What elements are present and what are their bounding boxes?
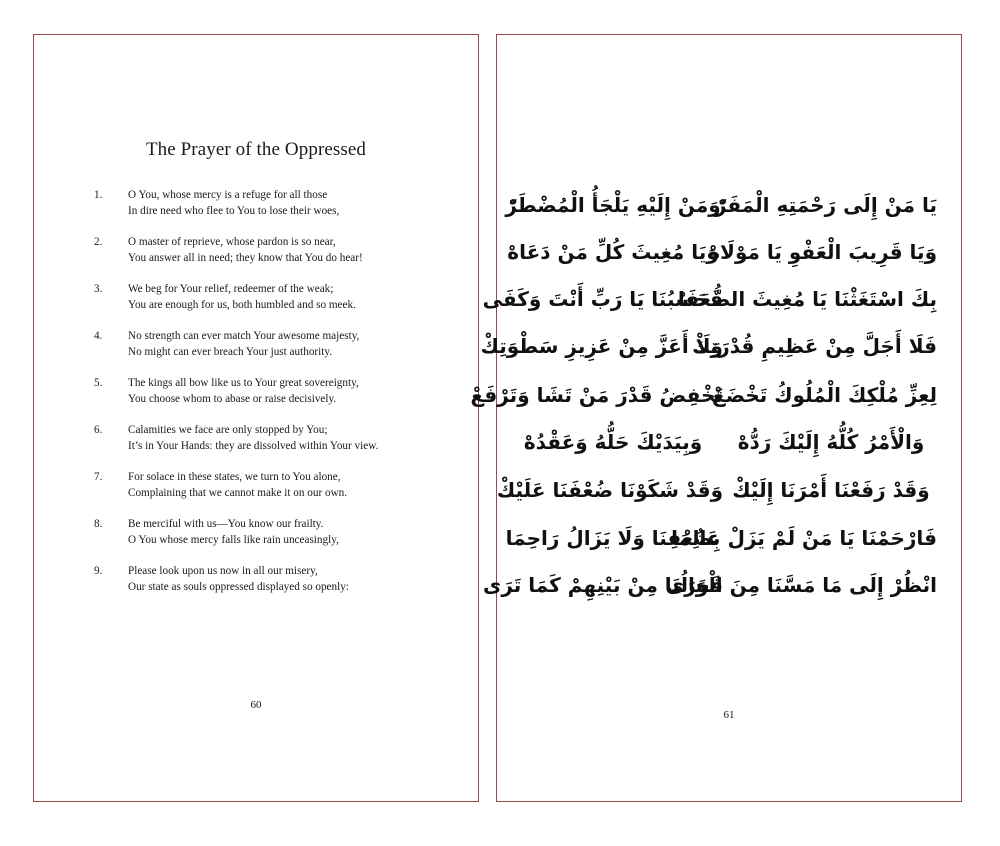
arabic-hemistich-second: وَقَدْ شَكَوْنَا ضُعْفَنَا عَلَيْكْ [496,478,723,502]
right-page [470,34,962,802]
arabic-hemistich-first: بِكَ اسْتَغَثْنَا يَا مُغِيثَ الضُّعَفَا [677,287,937,311]
verse-line: Complaining that we cannot make it on our own. [128,487,348,499]
verse-number: 7. [94,471,103,483]
arabic-verse-1 [497,185,961,229]
verse-2 [94,234,468,266]
verse-number: 2. [94,236,103,248]
verse-7 [94,469,468,501]
verse-line: We beg for Your relief, redeemer of the weak; [128,283,334,295]
verse-line: For solace in these states, we turn to You alone, [128,471,341,483]
arabic-verse-2 [497,232,961,276]
verse-line: You answer all in need; they know that You do hear! [128,252,363,264]
verse-line: O master of reprieve, whose pardon is so near, [128,236,336,248]
arabic-hemistich-first: فَارْحَمْنَا يَا مَنْ لَمْ يَزَلْ عَالِمَا [671,526,937,550]
arabic-hemistich-second: تَخْفِضُ قَدْرَ مَنْ تَشَا وَتَرْفَعْ [470,383,723,407]
verse-line: O You whose mercy falls like rain unceasingly, [128,534,339,546]
verse-number: 4. [94,330,103,342]
verse-line: Calamities we face are only stopped by You; [128,424,328,436]
verse-line: It’s in Your Hands: they are dissolved within Your view. [128,440,379,452]
verse-line: In dire need who flee to You to lose their woes, [128,205,340,217]
arabic-hemistich-first: وَقَدْ رَفَعْنَا أَمْرَنَا إِلَيْكْ [732,478,930,502]
arabic-verse-9 [483,565,961,609]
verse-9 [94,563,468,595]
verse-line: Our state as souls oppressed displayed so openly: [128,581,349,593]
verse-number: 6. [94,424,103,436]
arabic-hemistich-first: انْظُرْ إِلَى مَا مَسَّنَا مِنَ الْوَرَى [665,573,937,597]
verse-line: You choose whom to abase or raise decisively. [128,393,337,405]
verse-8 [94,516,468,548]
verse-4 [94,328,468,360]
arabic-hemistich-second: وَبِيَدَيْكَ حَلُّهُ وَعَقْدُهْ [523,430,703,454]
verse-1 [94,187,468,219]
arabic-hemistich-first: وَيَا قَرِيبَ الْعَفْوِ يَا مَوْلَاهْ [708,240,937,264]
arabic-verse-5 [470,375,961,419]
page-number: 61 [723,709,735,721]
verse-6 [94,422,468,454]
verse-number: 8. [94,518,103,530]
arabic-verse-6 [497,422,961,466]
arabic-hemistich-second: وَلَا أَعَزَّ مِنْ عَزِيزِ سَطْوَتِكْ [480,334,723,358]
arabic-hemistich-first: فَلَا أَجَلَّ مِنْ عَظِيمِ قُدْرَتِكْ [692,334,937,358]
arabic-verse-8 [497,518,961,562]
verse-line: The kings all bow like us to Your great sovereignty, [128,377,359,389]
arabic-hemistich-second: بِضُعْفِنَا وَلَا يَزَالُ رَاحِمَا [505,526,721,550]
arabic-hemistich-second: وَمَنْ إِلَيْهِ يَلْجَأُ الْمُضْطَرّْ [505,193,721,217]
page-title: The Prayer of the Oppressed [145,139,367,160]
left-page [33,34,479,802]
verse-line: No strength can ever match Your awesome majesty, [128,330,360,342]
arabic-verse-3 [482,279,961,323]
arabic-hemistich-second: فَحَسْبُنَا يَا رَبِّ أَنْتَ وَكَفَى [482,287,723,311]
arabic-hemistich-first: وَالْأَمْرُ كُلُّهُ إِلَيْكَ رَدُّهْ [737,430,925,454]
page-number: 60 [250,699,262,711]
verse-line: O You, whose mercy is a refuge for all those [128,189,328,201]
arabic-hemistich-second: وَيَا مُغِيثَ كُلِّ مَنْ دَعَاهْ [507,240,719,264]
verse-3 [94,281,468,313]
arabic-verse-7 [497,470,961,514]
verse-line: Be merciful with us—You know our frailty. [128,518,324,530]
verse-number: 3. [94,283,103,295]
verse-line: Please look upon us now in all our misery, [128,565,318,577]
verse-line: You are enough for us, both humbled and so meek. [128,299,356,311]
arabic-hemistich-first: يَا مَنْ إِلَى رَحْمَتِهِ الْمَفَرّْ [714,193,937,217]
verse-number: 1. [94,189,103,201]
verse-5 [94,375,468,407]
verse-number: 5. [94,377,103,389]
verse-line: No might can ever breach Your just authority. [128,346,333,358]
arabic-verse-4 [480,326,961,370]
verse-number: 9. [94,565,103,577]
arabic-hemistich-first: لِعِزِّ مُلْكِكَ الْمُلُوكُ تَخْضَعْ [711,383,937,407]
arabic-hemistich-second: فَحَالُنَا مِنْ بَيْنِهِمْ كَمَا تَرَى [483,573,723,597]
